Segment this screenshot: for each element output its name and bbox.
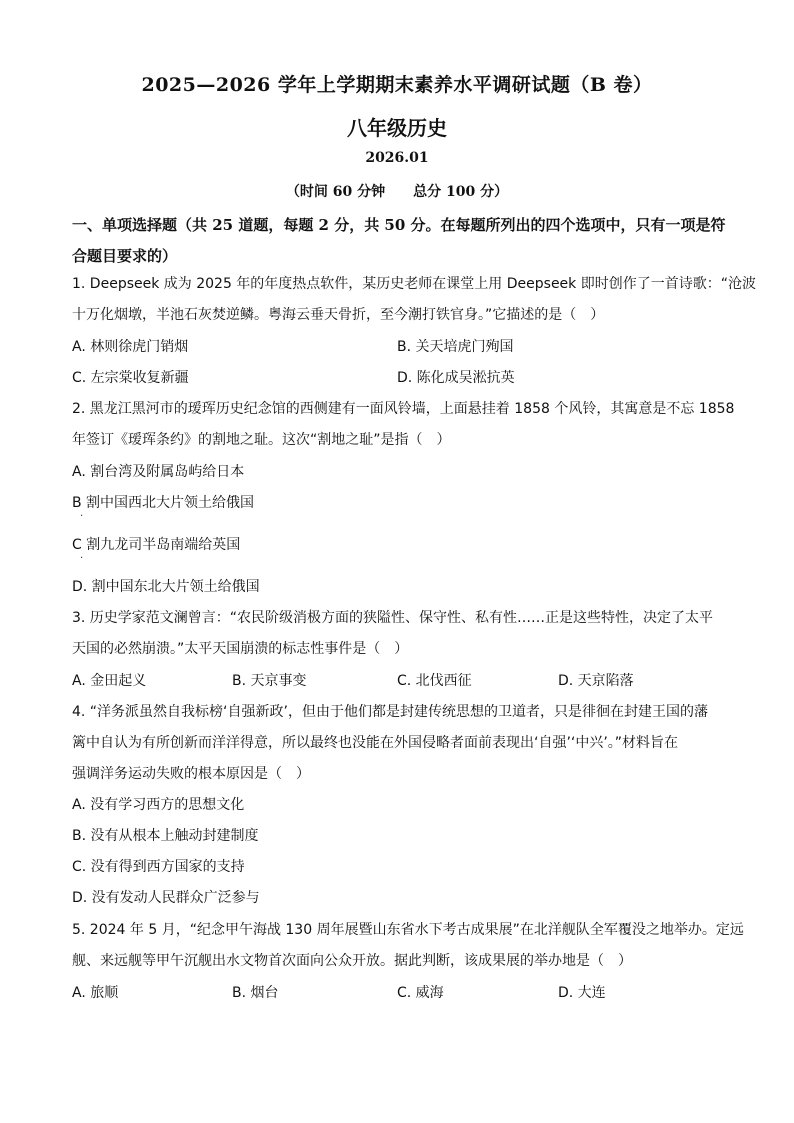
question-5-option-d: D. 大连 (558, 985, 606, 1001)
question-3-line-1: 3. 历史学家范文澜曾言：“农民阶级消极方面的狭隘性、保守性、私有性……正是这些特性，决定了太平 (72, 610, 714, 626)
question-1-option-d: D. 陈化成吴淞抗英 (397, 370, 515, 386)
question-4-option-c: C. 没有得到西方国家的支持 (72, 859, 245, 875)
question-2-option-a: A. 割台湾及附属岛屿给日本 (72, 464, 245, 480)
question-3-option-d: D. 天京陷落 (558, 673, 634, 689)
question-1-line-2: 十万化烟墩，半池石灰焚逆鳞。粤海云垂天骨折，至今潮打铁官身。”它描述的是（ ） (72, 307, 605, 323)
question-4-line-1: 4. “洋务派虽然自我标榜‘自强新政’，但由于他们都是封建传统思想的卫道者，只是徘徊在封建王国的藩 (72, 704, 708, 720)
question-4-option-d: D. 没有发动人民群众广泛参与 (72, 890, 260, 906)
question-4-option-b: B. 没有从根本上触动封建制度 (72, 828, 259, 844)
exam-title: 2025—2026 学年上学期期末素养水平调研试题（B 卷） (141, 74, 653, 96)
exam-subtitle: 八年级历史 (347, 116, 447, 140)
question-4-line-2: 篱中自认为有所创新而洋洋得意，所以最终也没能在外国侵略者面前表现出‘自强’‘中兴’。”材料旨在 (72, 735, 679, 751)
question-5-option-a: A. 旅顺 (72, 985, 119, 1001)
stray-dot: · (80, 511, 84, 522)
exam-info (0, 181, 794, 201)
exam-time: （时间 60 分钟 (285, 184, 386, 200)
question-2-option-c: C 割九龙司半岛南端给英国 (72, 537, 241, 553)
question-1-line-1: 1. Deepseek 成为 2025 年的年度热点软件，某历史老师在课堂上用 Deepseek 即时创作了一首诗歌：“沧波 (72, 276, 756, 292)
question-4-line-3: 强调洋务运动失败的根本原因是（ ） (72, 766, 310, 782)
question-1-option-c: C. 左宗棠收复新疆 (72, 370, 189, 386)
section-heading: 一、单项选择题（共 25 道题，每题 2 分，共 50 分。在每题所列出的四个选项中，只有一项是符合题目要求的） (72, 216, 726, 265)
question-3-option-a: A. 金田起义 (72, 673, 147, 689)
question-3-option-b: B. 天京事变 (232, 673, 307, 689)
question-5-option-b: B. 烟台 (232, 985, 279, 1001)
question-2-line-2: 年签订《瑷珲条约》的割地之耻。这次“割地之耻”是指（ ） (72, 432, 451, 448)
exam-score: 总分 100 分） (413, 184, 509, 200)
question-5-option-c: C. 威海 (397, 985, 444, 1001)
question-3-line-2: 天国的必然崩溃。”太平天国崩溃的标志性事件是（ ） (72, 641, 409, 657)
question-2-option-b: B 割中国西北大片领土给俄国 (72, 495, 255, 511)
question-5-line-2: 舰、来远舰等甲午沉舰出水文物首次面向公众开放。据此判断，该成果展的举办地是（ ） (72, 953, 632, 969)
exam-date: 2026.01 (365, 150, 429, 166)
question-1-option-b: B. 关天培虎门殉国 (397, 339, 514, 355)
question-3-option-c: C. 北伐西征 (397, 673, 472, 689)
question-1-option-a: A. 林则徐虎门销烟 (72, 339, 189, 355)
question-5-line-1: 5. 2024 年 5 月，“纪念甲午海战 130 周年展暨山东省水下考古成果展”在北洋舰队全军覆没之地举办。定远 (72, 922, 744, 938)
stray-dot: · (80, 553, 84, 564)
question-2-line-1: 2. 黑龙江黑河市的瑷珲历史纪念馆的西侧建有一面风铃墙，上面悬挂着 1858 个风铃，其寓意是不忘 1858 (72, 401, 735, 417)
question-2-option-d: D. 割中国东北大片领土给俄国 (72, 579, 260, 595)
question-4-option-a: A. 没有学习西方的思想文化 (72, 797, 245, 813)
